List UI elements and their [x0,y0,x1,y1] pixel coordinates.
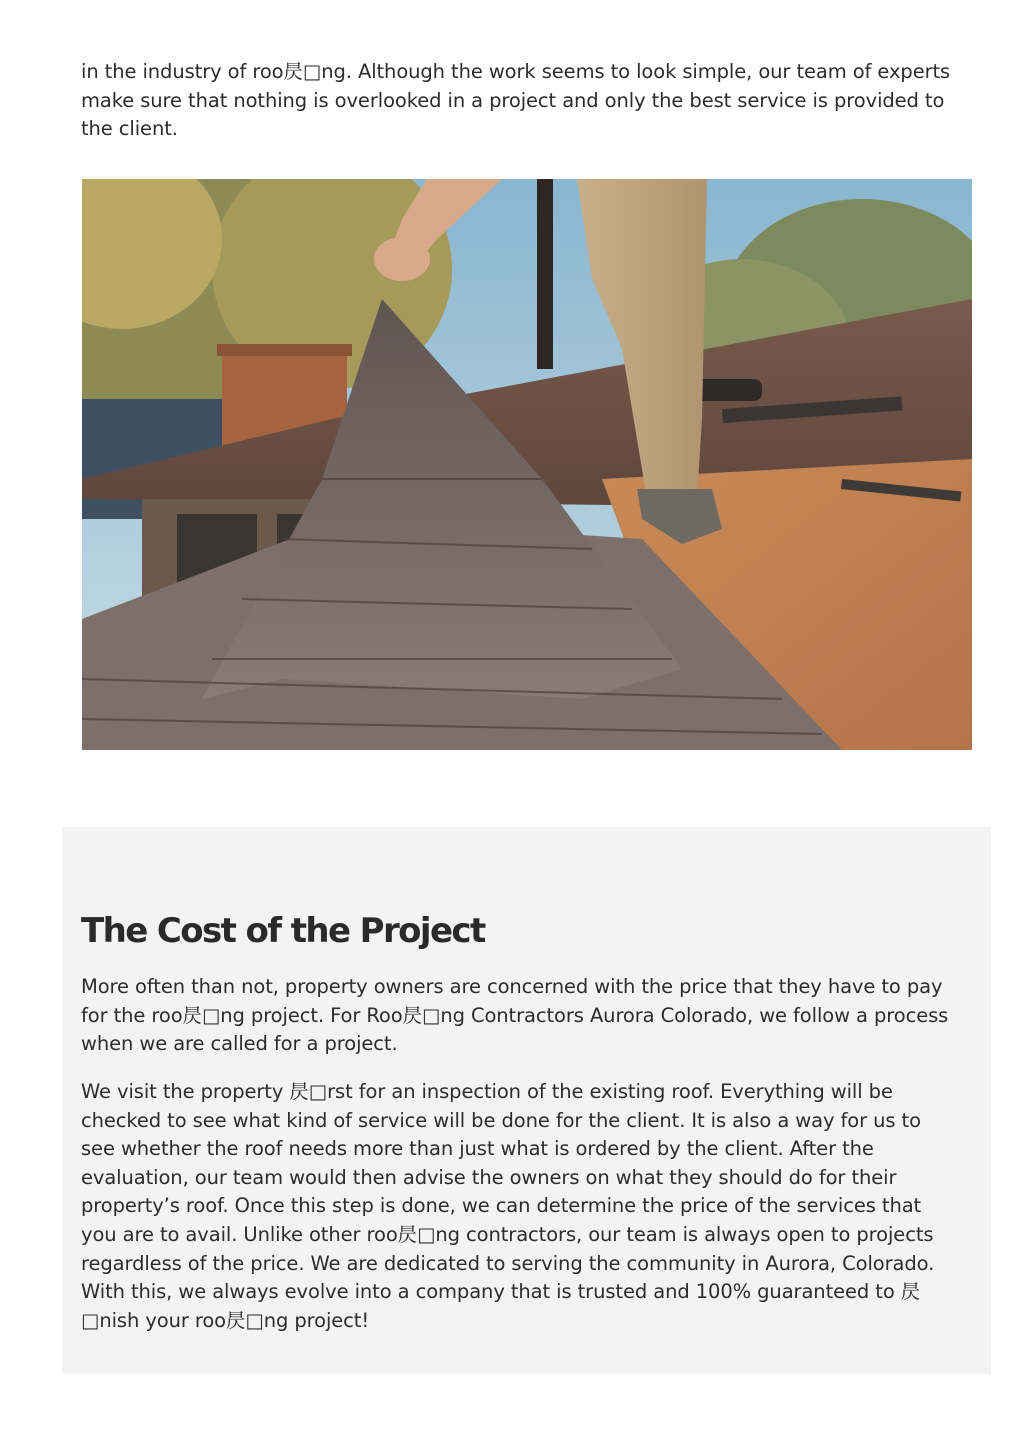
section-heading: The Cost of the Project [81,911,485,951]
intro-paragraph: in the industry of roo昃□ng. Although the work seems to look simple, our team of experts make sure that nothing is overlooked in a project and only the best service is provided to the client. [81,60,951,141]
cost-section [62,827,991,1374]
roofing-photo [82,179,972,750]
cost-paragraph-1: More often than not, property owners are concerned with the price that they have to pay for the roo昃□ng project. For Roo昃□ng Contractors Aurora Colorado, we follow a process when we are called for a project. [81,975,949,1056]
cost-paragraph-2: We visit the property 昃□rst for an inspection of the existing roof. Everything will be checked to see what kind of service will be done for the client. It is also a way for us to see whether the roof needs more than just what is ordered by the client. After the evaluation, our team would then advise the owners on what they should do for their property’s roof. Once this step is done, we can determine the price of the services that you are to avail. Unlike other roo昃□ng contractors, our team is always open to projects regardless of the price. We are dedicated to serving the community in Aurora, Colorado. With this, we always evolve into a company that is trusted and 100% guaranteed to 昃□nish your roo昃□ng project! [81,1080,935,1332]
